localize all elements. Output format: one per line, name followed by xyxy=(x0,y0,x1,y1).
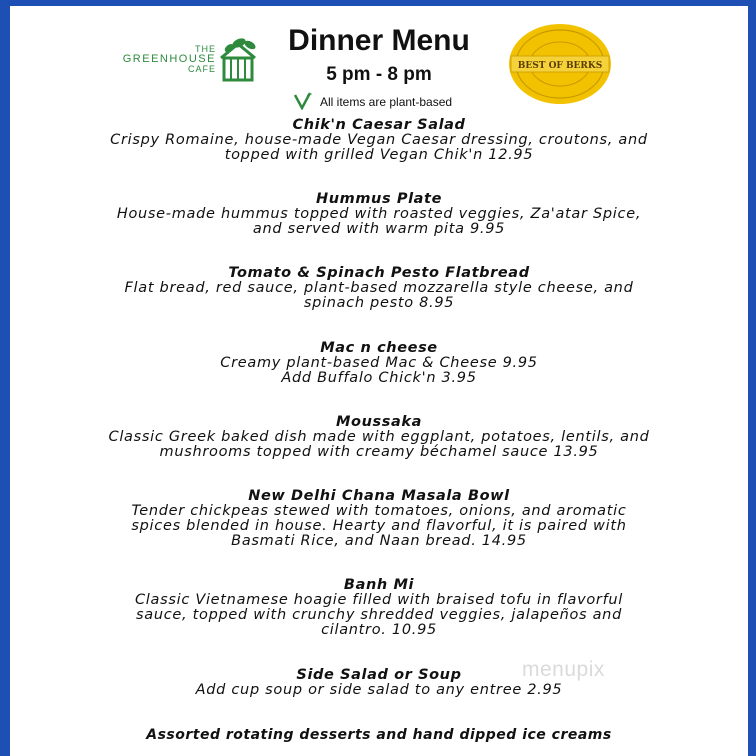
item-description: Add cup soup or side salad to any entree 2.95 xyxy=(195,682,563,698)
page-title: Dinner Menu xyxy=(288,24,470,57)
menu-item xyxy=(10,414,748,460)
item-description: Creamy plant-based Mac & Cheese 9.95 Add Buffalo Chick'n 3.95 xyxy=(220,355,538,386)
item-name: Hummus Plate xyxy=(315,191,443,207)
item-name: Mac n cheese xyxy=(320,340,438,356)
item-description: Flat bread, red sauce, plant-based mozzarella style cheese, and spinach pesto 8.95 xyxy=(124,280,634,311)
item-name: Side Salad or Soup xyxy=(296,667,462,683)
vegan-v-icon xyxy=(293,92,313,110)
item-name: Tomato & Spinach Pesto Flatbread xyxy=(228,265,530,281)
hours-subtitle: 5 pm - 8 pm xyxy=(326,64,432,85)
menu-item xyxy=(10,191,748,237)
menu-item xyxy=(10,488,748,549)
item-name: New Delhi Chana Masala Bowl xyxy=(248,488,510,504)
item-description: Tender chickpeas stewed with tomatoes, onions, and aromatic spices blended in house. Hearty and flavorful, it is paired with Basmati Rice, and Naan bread. 14.95 xyxy=(131,503,627,549)
desserts-footer: Assorted rotating desserts and hand dipped ice creams xyxy=(146,727,612,743)
logo-line-2: GREENHOUSE xyxy=(122,53,216,65)
menu-page xyxy=(10,6,748,756)
logo-line-3: CAFE xyxy=(187,64,216,74)
logo-line-1: THE xyxy=(195,44,216,54)
menu-item xyxy=(10,117,748,163)
item-description: Classic Vietnamese hoagie filled with braised tofu in flavorful sauce, topped with crunchy shredded veggies, jalapeños and cilantro. 10.95 xyxy=(134,592,624,638)
menu-item xyxy=(10,577,748,638)
item-description: Classic Greek baked dish made with eggplant, potatoes, lentils, and mushrooms topped with creamy béchamel sauce 13.95 xyxy=(108,429,650,460)
plant-based-text: All items are plant-based xyxy=(320,95,453,109)
menupix-watermark: menupix xyxy=(522,658,605,681)
item-name: Banh Mi xyxy=(343,577,415,593)
badge-text: BEST OF BERKS xyxy=(517,61,603,71)
item-name: Moussaka xyxy=(336,414,422,430)
menu-item xyxy=(10,340,748,386)
menu-item xyxy=(10,667,748,698)
menu-item xyxy=(10,265,748,311)
best-of-berks-badge xyxy=(507,22,613,106)
item-description: House-made hummus topped with roasted veggies, Za'atar Spice, and served with warm pita 9.95 xyxy=(116,206,642,237)
item-description: Crispy Romaine, house-made Vegan Caesar dressing, croutons, and topped with grilled Vegan Chik'n 12.95 xyxy=(110,132,648,163)
item-name: Chik'n Caesar Salad xyxy=(292,117,466,133)
